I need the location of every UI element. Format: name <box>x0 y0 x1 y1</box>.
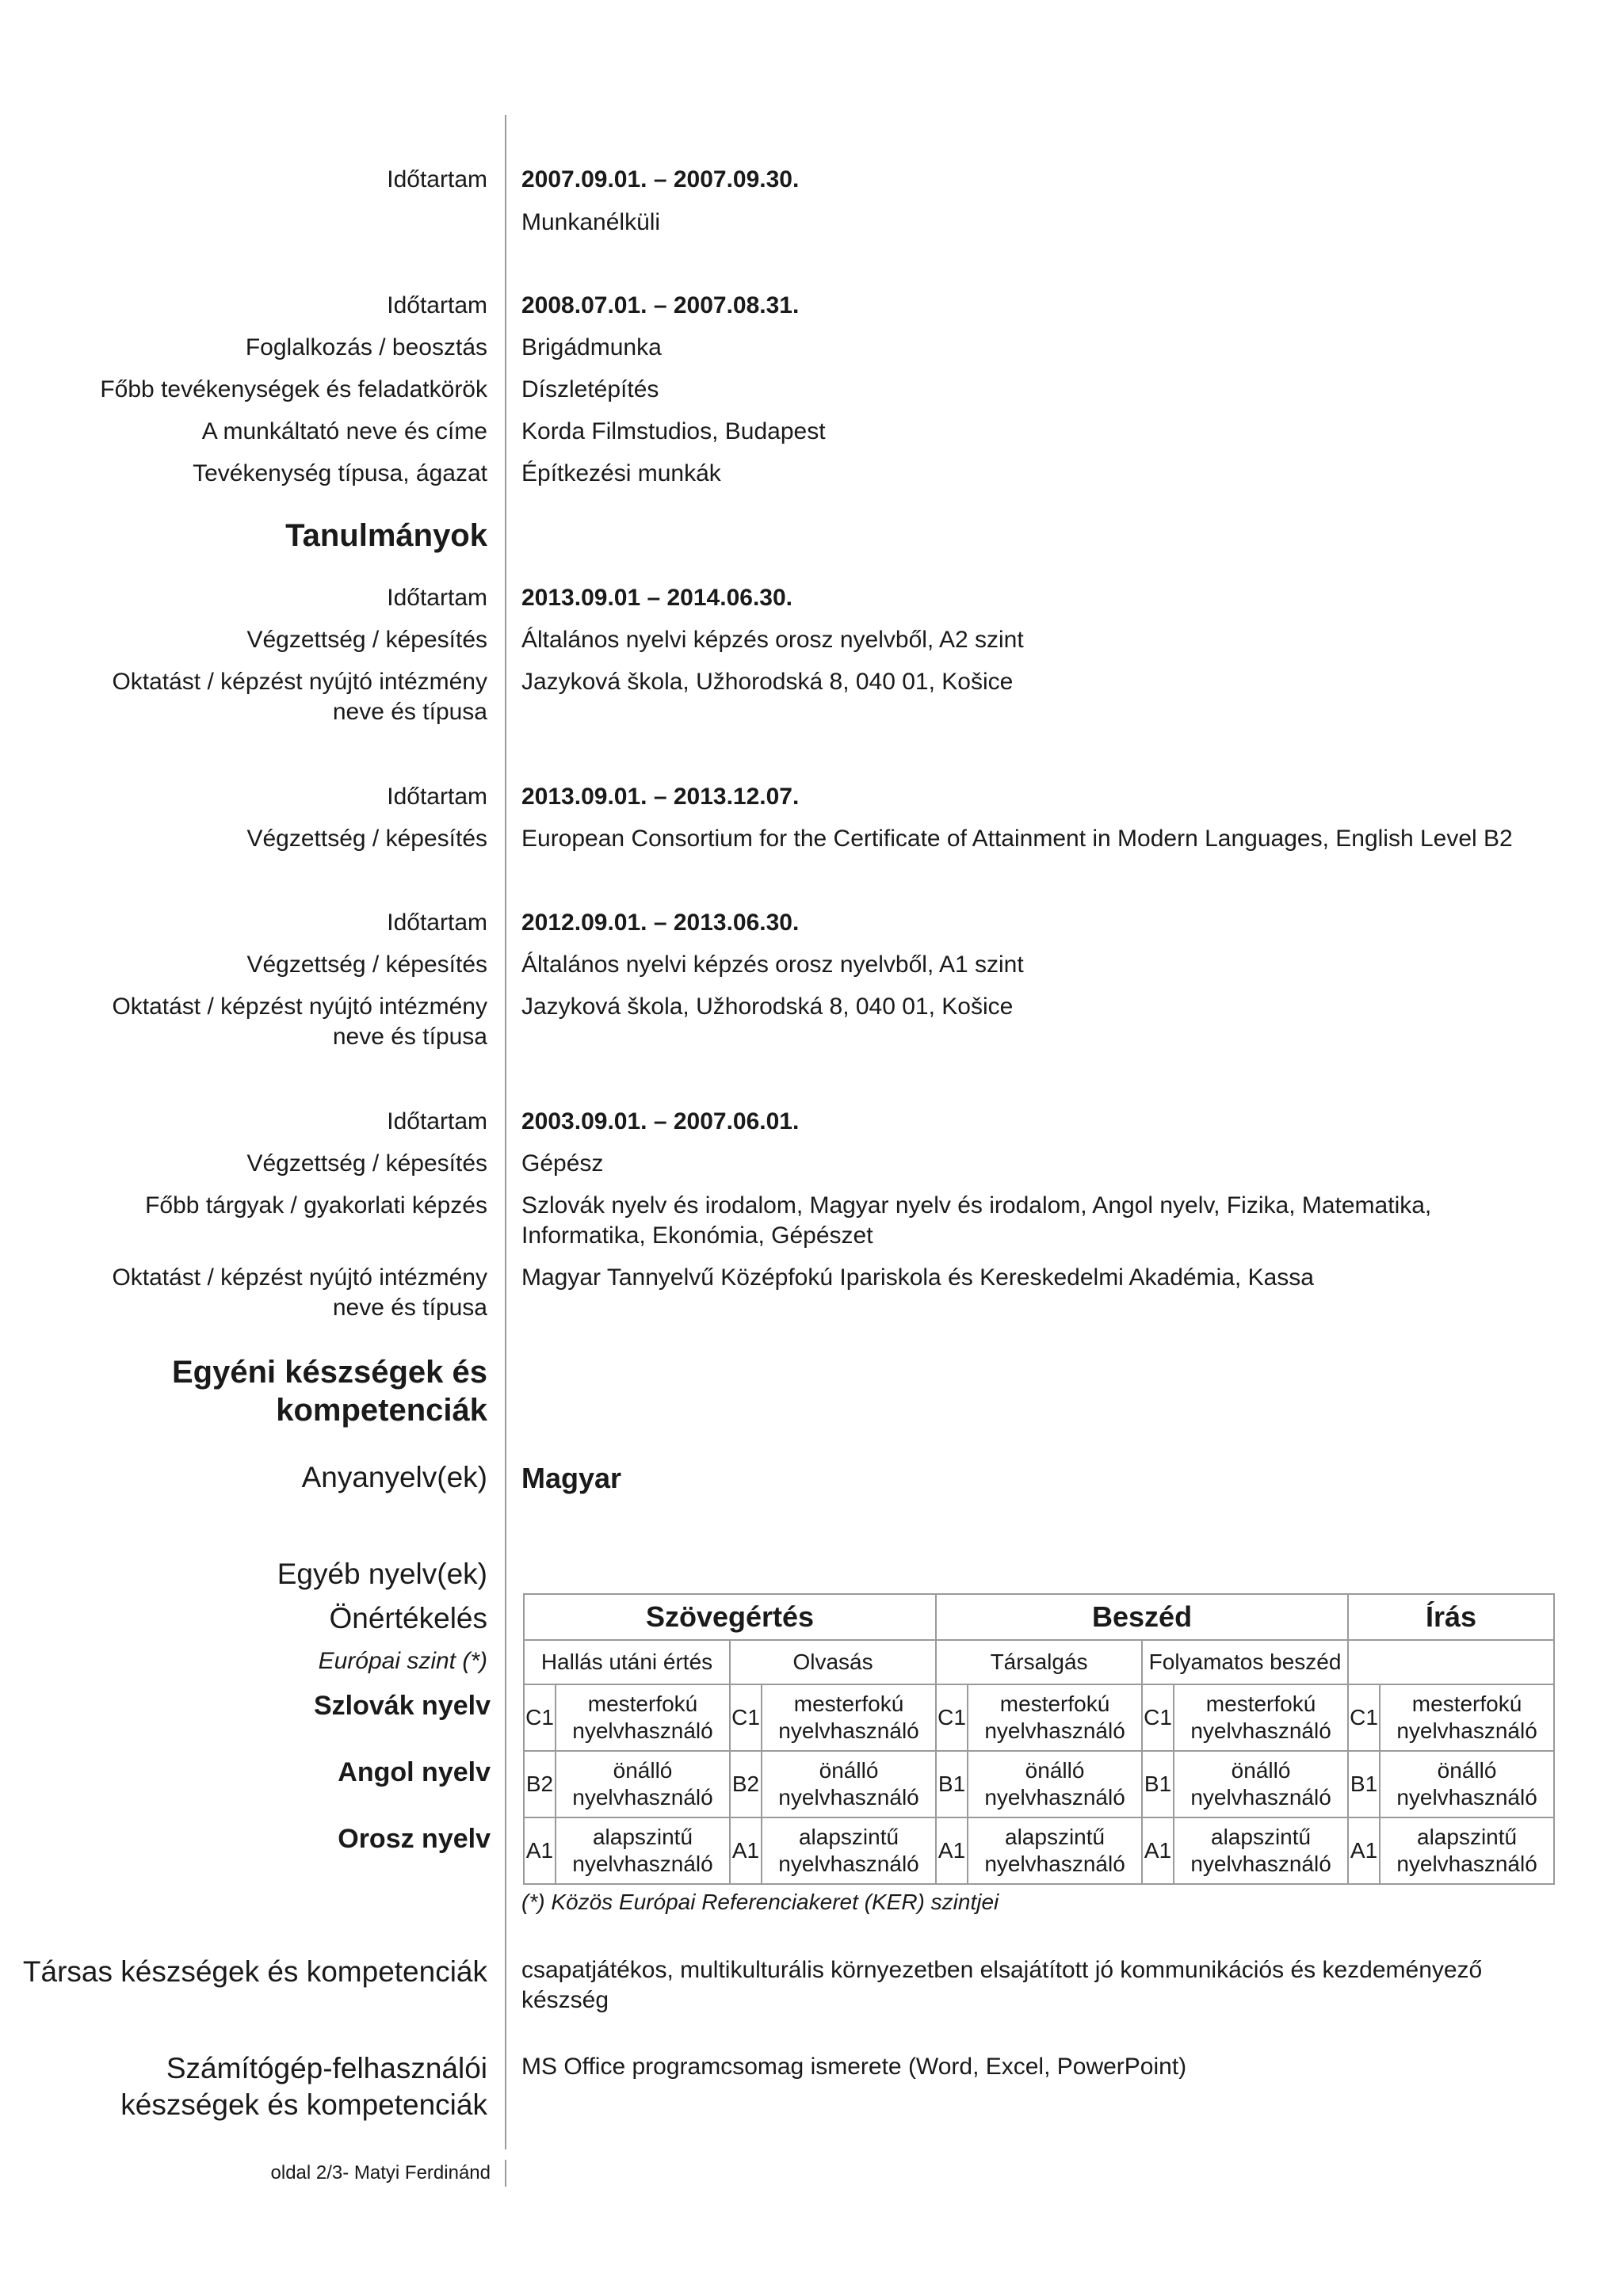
label-qualification: Végzettség / képesítés <box>246 1150 487 1177</box>
label-institution: Oktatást / képzést nyújtó intézmény neve és típusa <box>112 669 487 725</box>
label-computer-skills: Számítógép-felhasználói készségek és kompetenciák <box>120 2052 487 2121</box>
label-duration: Időtartam <box>387 784 487 810</box>
header-comprehension: Szövegértés <box>524 1594 936 1640</box>
subheader-interaction: Társalgás <box>936 1640 1142 1684</box>
level-description: alapszintű nyelvhasználó <box>1174 1817 1348 1884</box>
label-institution: Oktatást / képzést nyújtó intézmény neve és típusa <box>112 994 487 1050</box>
label-institution: Oktatást / képzést nyújtó intézmény neve és típusa <box>112 1264 487 1321</box>
table-row <box>524 1817 1554 1884</box>
edu-4-duration: 2003.09.01. – 2007.06.01. <box>521 1108 800 1135</box>
language-name-russian: Orosz nyelv <box>338 1824 491 1854</box>
level-code: A1 <box>1348 1817 1380 1884</box>
label-european-level: Európai szint (*) <box>318 1648 487 1674</box>
table-footnote: (*) Közös Európai Referenciakeret (KER) szintjei <box>521 1890 999 1914</box>
edu-2-qualification: European Consortium for the Certificate of Attainment in Modern Languages, English Level B2 <box>521 826 1513 852</box>
table-row <box>524 1751 1554 1817</box>
level-code: C1 <box>730 1684 762 1751</box>
level-description: önálló nyelvhasználó <box>968 1751 1142 1817</box>
edu-1-qualification: Általános nyelvi képzés orosz nyelvből, A2 szint <box>521 627 1024 653</box>
level-code: B2 <box>524 1751 556 1817</box>
label-other-languages: Egyéb nyelv(ek) <box>277 1558 487 1590</box>
language-name-slovak: Szlovák nyelv <box>313 1691 491 1721</box>
level-code: B1 <box>936 1751 968 1817</box>
edu-4-qualification: Gépész <box>521 1150 604 1177</box>
header-writing: Írás <box>1348 1594 1554 1640</box>
subheader-writing-empty <box>1348 1640 1554 1684</box>
label-qualification: Végzettség / képesítés <box>246 826 487 852</box>
label-mother-tongue: Anyanyelv(ek) <box>301 1461 487 1493</box>
level-description: önálló nyelvhasználó <box>556 1751 730 1817</box>
column-divider <box>505 115 506 2149</box>
level-code: A1 <box>524 1817 556 1884</box>
level-description: mesterfokú nyelvhasználó <box>968 1684 1142 1751</box>
label-occupation: Foglalkozás / beosztás <box>245 334 487 360</box>
label-duration: Időtartam <box>387 292 487 318</box>
level-description: önálló nyelvhasználó <box>762 1751 936 1817</box>
label-qualification: Végzettség / képesítés <box>246 627 487 653</box>
work-1-duration: 2007.09.01. – 2007.09.30. <box>521 166 800 193</box>
label-duration: Időtartam <box>387 910 487 936</box>
level-code: A1 <box>730 1817 762 1884</box>
level-code: C1 <box>1348 1684 1380 1751</box>
label-duration: Időtartam <box>387 585 487 611</box>
subheader-reading: Olvasás <box>730 1640 936 1684</box>
level-code: C1 <box>524 1684 556 1751</box>
level-description: önálló nyelvhasználó <box>1174 1751 1348 1817</box>
section-title-skills: Egyéni készségek és kompetenciák <box>171 1355 487 1428</box>
label-subjects: Főbb tárgyak / gyakorlati képzés <box>145 1192 487 1219</box>
level-description: alapszintű nyelvhasználó <box>1380 1817 1554 1884</box>
level-code: A1 <box>1142 1817 1174 1884</box>
work-2-activities: Díszletépítés <box>521 376 659 402</box>
edu-1-duration: 2013.09.01 – 2014.06.30. <box>521 585 792 611</box>
level-description: mesterfokú nyelvhasználó <box>762 1684 936 1751</box>
work-2-occupation: Brigádmunka <box>521 334 662 360</box>
level-code: A1 <box>936 1817 968 1884</box>
level-code: B1 <box>1348 1751 1380 1817</box>
work-1-note: Munkanélküli <box>521 209 661 235</box>
edu-3-qualification: Általános nyelvi képzés orosz nyelvből, A1 szint <box>521 952 1024 978</box>
subheader-production: Folyamatos beszéd <box>1142 1640 1348 1684</box>
edu-2-duration: 2013.09.01. – 2013.12.07. <box>521 784 800 810</box>
level-description: önálló nyelvhasználó <box>1380 1751 1554 1817</box>
level-description: mesterfokú nyelvhasználó <box>1380 1684 1554 1751</box>
level-code: C1 <box>1142 1684 1174 1751</box>
label-social-skills: Társas készségek és kompetenciák <box>22 1955 487 1988</box>
level-description: alapszintű nyelvhasználó <box>968 1817 1142 1884</box>
section-title-education: Tanulmányok <box>285 518 487 553</box>
label-duration: Időtartam <box>387 1108 487 1135</box>
label-self-assessment: Önértékelés <box>329 1602 487 1634</box>
subheader-listening: Hallás utáni értés <box>524 1640 730 1684</box>
label-qualification: Végzettség / képesítés <box>246 952 487 978</box>
level-description: mesterfokú nyelvhasználó <box>1174 1684 1348 1751</box>
work-2-sector: Építkezési munkák <box>521 460 721 486</box>
level-description: mesterfokú nyelvhasználó <box>556 1684 730 1751</box>
page-footer: oldal 2/3- Matyi Ferdinánd <box>270 2162 491 2183</box>
level-code: B2 <box>730 1751 762 1817</box>
level-description: alapszintű nyelvhasználó <box>556 1817 730 1884</box>
edu-1-institution: Jazyková škola, Užhorodská 8, 040 01, Košice <box>521 669 1014 695</box>
social-skills-value: csapatjátékos, multikulturális környezetben elsajátított jó kommunikációs és kezdeményező készség <box>521 1957 1483 2013</box>
edu-4-institution: Magyar Tannyelvű Középfokú Ipariskola és Kereskedelmi Akadémia, Kassa <box>521 1264 1314 1291</box>
work-2-employer: Korda Filmstudios, Budapest <box>521 418 826 444</box>
level-code: B1 <box>1142 1751 1174 1817</box>
edu-3-institution: Jazyková škola, Užhorodská 8, 040 01, Košice <box>521 994 1014 1020</box>
header-speaking: Beszéd <box>936 1594 1348 1640</box>
label-main-activities: Főbb tevékenységek és feladatkörök <box>100 376 487 402</box>
edu-4-subjects: Szlovák nyelv és irodalom, Magyar nyelv és irodalom, Angol nyelv, Fizika, Matematika, Informatika, Ekonómia, Gépészet <box>521 1192 1432 1249</box>
label-duration: Időtartam <box>387 166 487 193</box>
footer-divider <box>505 2160 506 2187</box>
mother-tongue-value: Magyar <box>521 1462 622 1494</box>
label-sector: Tevékenység típusa, ágazat <box>193 460 487 486</box>
level-code: C1 <box>936 1684 968 1751</box>
level-description: alapszintű nyelvhasználó <box>762 1817 936 1884</box>
label-employer: A munkáltató neve és címe <box>201 418 487 444</box>
edu-3-duration: 2012.09.01. – 2013.06.30. <box>521 910 800 936</box>
table-row <box>524 1684 1554 1751</box>
computer-skills-value: MS Office programcsomag ismerete (Word, Excel, PowerPoint) <box>521 2054 1187 2080</box>
language-skills-table <box>523 1593 1555 1885</box>
language-name-english: Angol nyelv <box>338 1757 491 1787</box>
work-2-duration: 2008.07.01. – 2007.08.31. <box>521 292 800 318</box>
